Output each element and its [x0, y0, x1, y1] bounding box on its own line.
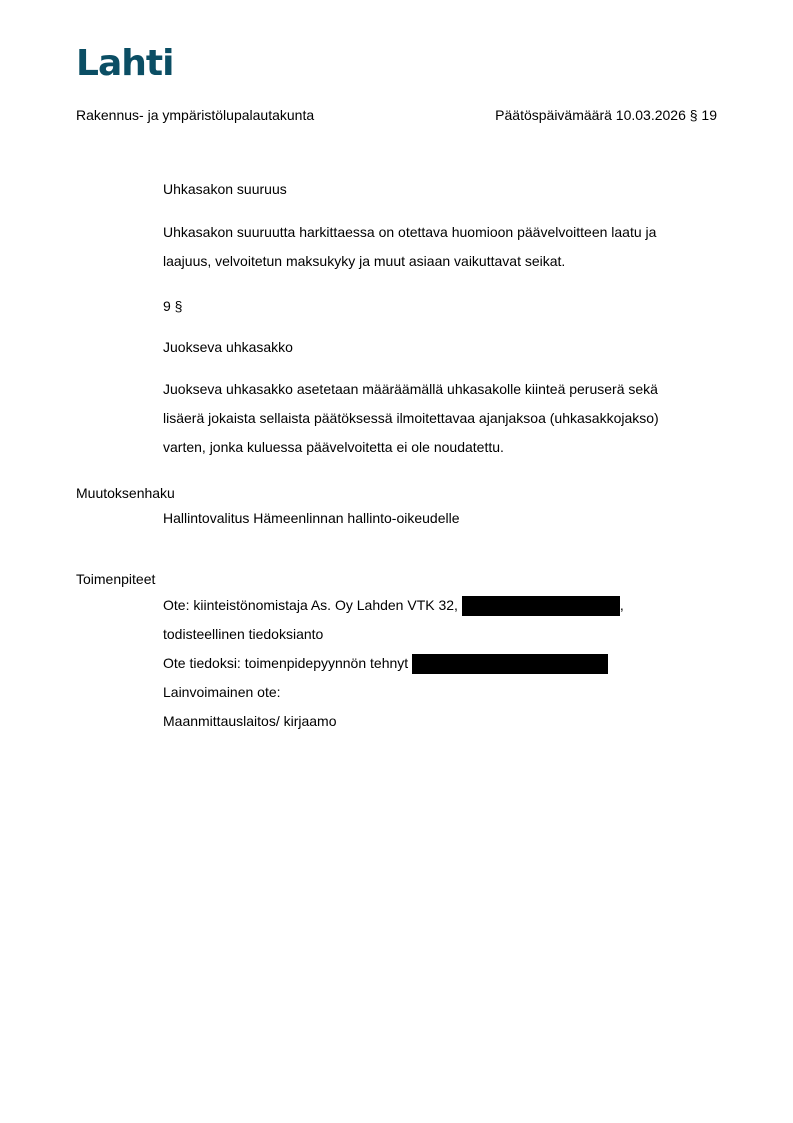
decision-date: Päätöspäivämäärä 10.03.2026 § 19 — [495, 107, 717, 123]
appeal-text: Hallintovalitus Hämeenlinnan hallinto-oikeudelle — [163, 510, 460, 526]
section-heading-fine-amount: Uhkasakon suuruus — [163, 181, 287, 197]
paragraph-line: lisäerä jokaista sellaista päätöksessä ilmoitettavaa ajanjaksoa (uhkasakkojakso) — [163, 410, 659, 426]
redaction-block — [412, 654, 608, 674]
lahti-logo: Lahti — [76, 43, 174, 84]
paragraph-line: Uhkasakon suuruutta harkittaessa on otettava huomioon päävelvoitteen laatu ja — [163, 224, 657, 240]
action-line — [163, 649, 608, 678]
action-text: Ote: kiinteistönomistaja As. Oy Lahden VTK 32, — [163, 597, 458, 613]
actions-heading: Toimenpiteet — [76, 571, 156, 587]
action-line: Maanmittauslaitos/ kirjaamo — [163, 713, 337, 729]
action-line: todisteellinen tiedoksianto — [163, 626, 324, 642]
action-line — [163, 591, 624, 620]
redaction-block — [462, 596, 620, 616]
action-line: Lainvoimainen ote: — [163, 684, 281, 700]
action-text: Ote tiedoksi: toimenpidepyynnön tehnyt — [163, 655, 409, 671]
appeal-heading: Muutoksenhaku — [76, 485, 175, 501]
action-text-suffix: , — [619, 597, 624, 613]
paragraph-line: Juokseva uhkasakko asetetaan määräämällä uhkasakolle kiinteä peruserä sekä — [163, 381, 658, 397]
paragraph-line: varten, jonka kuluessa päävelvoitetta ei ole noudatettu. — [163, 439, 504, 455]
committee-name: Rakennus- ja ympäristölupalautakunta — [76, 107, 315, 123]
section-heading-running-fine: Juokseva uhkasakko — [163, 339, 293, 355]
paragraph-line: laajuus, velvoitetun maksukyky ja muut asiaan vaikuttavat seikat. — [163, 253, 566, 269]
section-number: 9 § — [163, 298, 183, 314]
